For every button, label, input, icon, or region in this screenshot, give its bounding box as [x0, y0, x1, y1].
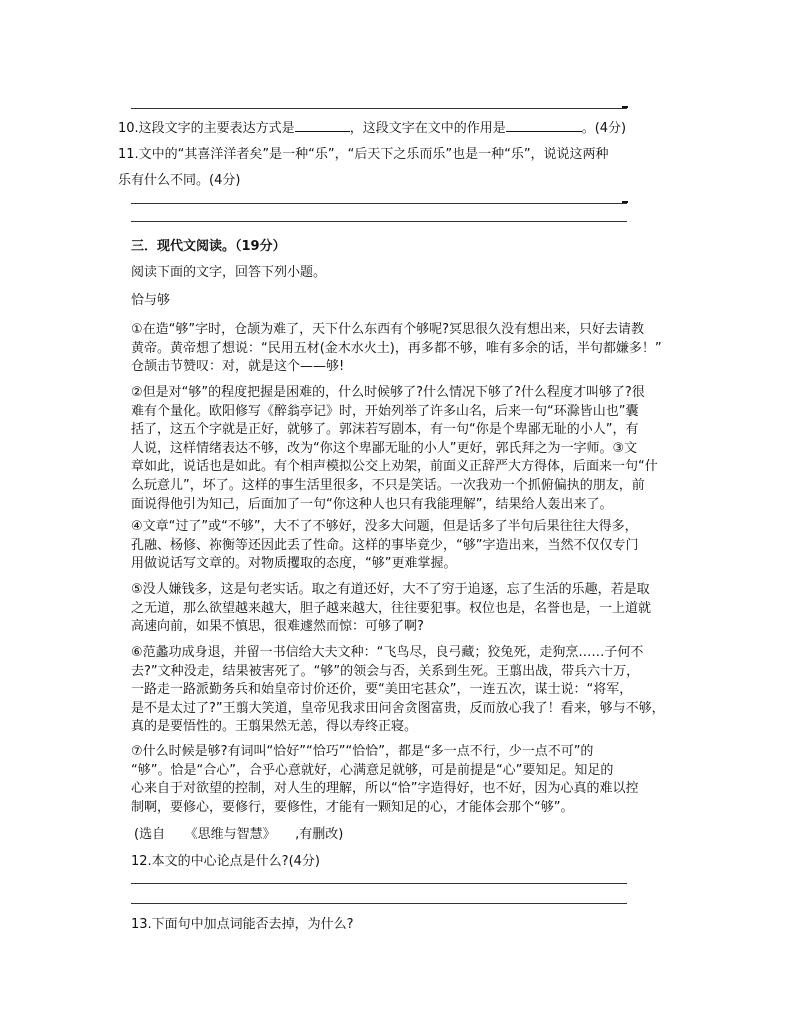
section-heading: 三．现代文阅读。（19分）	[131, 239, 286, 254]
answer-line	[131, 903, 627, 904]
answer-line	[131, 108, 627, 109]
question-13: 13.下面句中加点词能否去掉，为什么?	[131, 917, 354, 932]
paragraph-5: ⑥范蠡功成身退，并留一书信给大夫文种：“飞鸟尽，良弓藏；狡兔死，走狗烹……子何不 去?”文种没走，结果被害死了。“够”的领会与否，关系到生死。王翦出战，带兵六十万， 一路走一路派勤务兵和始皇帝讨价还价，要“美田宅甚众”，一连五次，谋士说：“将军， 是不是太过了?”王翦大笑道，皇帝见我求田问舍贪图富贵，反而放心我了！看来，够与不够， 真的是要悟性的。王翦果然无恙，得以寿终正寝。	[131, 645, 665, 735]
question-11-line1: 11.文中的“其喜洋洋者矣”是一种“乐”，“后天下之乐而乐”也是一种“乐”，说说这两种	[118, 147, 609, 162]
question-12: 12.本文的中心论点是什么?(4分)	[131, 854, 320, 869]
paragraph-3: ④文章“过了”或“不够”，大不了不够好，没多大问题，但是话多了半句后果往往大得多， 孔融、杨修、祢衡等还因此丢了性命。这样的事毕竟少，“够”字造出来，当然不仅仅专门 用做说话写文章的。对物质攫取的态度，“够”更难掌握。	[131, 519, 639, 572]
answer-line	[131, 203, 627, 204]
q10-prefix: 10.这段文字的主要表达方式是	[118, 121, 295, 136]
line-end-mark	[622, 106, 628, 108]
q10-blank-1[interactable]	[295, 117, 350, 132]
q10-suffix: 。(4分)	[581, 121, 627, 136]
line-end-mark	[622, 201, 628, 203]
paragraph-4: ⑤没人嫌钱多，这是句老实话。取之有道还好，大不了穷于追逐，忘了生活的乐趣，若是取 之无道，那么欲望越来越大，胆子越来越大，往往要犯事。权位也是，名誉也是，一上道就 高速向前，如果不慎思，很难遽然而惊：可够了啊?	[131, 582, 652, 635]
question-11-line2: 乐有什么不同。(4分)	[118, 173, 241, 188]
paragraph-1: ①在造“够”字时，仓颉为难了，天下什么东西有个够呢?冥思很久没有想出来，只好去请教 黄帝。黄帝想了想说：“民用五材(金木水火土)，再多都不够，唯有多余的话，半句都嫌多！” 仓颉击节赞叹：对，就是这个——够!	[131, 322, 662, 375]
answer-line	[131, 221, 627, 222]
question-10	[118, 117, 626, 140]
answer-line	[131, 883, 627, 884]
article-title: 恰与够	[131, 293, 171, 308]
paragraph-6: ⑦什么时候是够?有词叫“恰好”“恰巧”“恰恰”，都是“多一点不行，少一点不可”的 “够”。恰是“合心”，合乎心意就好，心满意足就够，可是前提是“心”要知足。知足的 心来自于对欲望的控制，对人生的理解，所以“恰”字造得好，也不好，因为心真的难以控 制啊，要修心，要修行，要修性，才能有一颗知足的心，才能体会那个“够”。	[131, 744, 639, 815]
paragraph-2: ②但是对“够”的程度把握是困难的，什么时候够了?什么情况下够了?什么程度才叫够了?很 难有个量化。欧阳修写《醉翁亭记》时，开始列举了许多山名，后来一句“环滁皆山也”囊 括了，这五个字就是正好，就够了。郭沫若写剧本，有一句“你是个卑鄙无耻的小人”，有 人说，这样情绪表达不够，改为“你这个卑鄙无耻的小人”更好，郭氏拜之为一字师。③文 章如此，说话也是如此。有个相声模拟公交上劝架，前面义正辞严大方得体，后面来一句“什 么玩意儿”，坏了。这样的事生活里很多，不只是笑话。一次我劝一个抓俯偏执的朋友，前 面说得他引为知己，后面加了一句“你这种人也只有我能理解”，结果给人轰出来了。	[131, 385, 658, 512]
q10-middle: ，这段文字在文中的作用是	[349, 121, 506, 136]
q10-blank-2[interactable]	[506, 117, 582, 132]
instruction: 阅读下面的文字，回答下列小题。	[131, 265, 327, 280]
source-note: (选自 《思维与智慧》 ,有删改)	[134, 827, 344, 842]
